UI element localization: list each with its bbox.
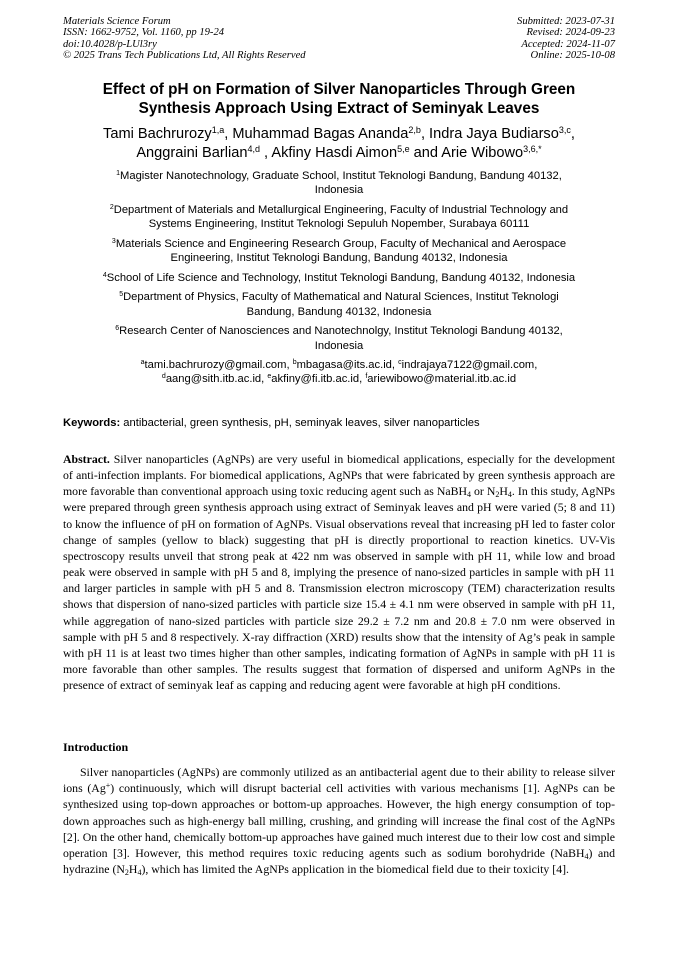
author-sep: , bbox=[420, 126, 430, 142]
email-line bbox=[63, 372, 615, 386]
author-sep: , bbox=[259, 145, 272, 161]
affiliation bbox=[63, 169, 615, 197]
email-address[interactable]: mbagasa@its.ac.id bbox=[296, 359, 392, 372]
affiliation bbox=[63, 290, 615, 318]
email-address[interactable]: akfiny@fi.itb.ac.id bbox=[271, 373, 360, 386]
author-name: Akfiny Hasdi Aimon bbox=[271, 145, 398, 161]
affiliation bbox=[63, 237, 615, 265]
email-list bbox=[63, 358, 615, 386]
affiliation-text: Magister Nanotechnology, Graduate School, Institut Teknologi Bandung, Bandung 40132, bbox=[120, 170, 562, 182]
affiliation-number: 5 bbox=[119, 291, 124, 299]
email-sup: a bbox=[140, 359, 145, 367]
email-address[interactable]: aang@sith.itb.ac.id bbox=[165, 373, 262, 386]
author-sep: and bbox=[409, 145, 442, 161]
email-sep: , bbox=[286, 359, 293, 372]
intro-paragraph: Silver nanoparticles (AgNPs) are commonly utilized as an antibacterial agent due to their ability to release silver ions (Ag+) continuously, which will disrupt bacterial cell activities with various mechanisms [1]. AgNPs can be synthesized using top-down approaches or bottom-up approaches. However, the high energy consumption of top-down approaches such as high-energy ball milling, crushing, and grinding will increase the final cost of the AgNPs [2]. On the other hand, chemically bottom-up approaches have gained much interest due to their low cost and simple operation [3]. However, this method requires toxic reducing agents such as sodium borohydride (NaBH$_4$) and hydrazine $(N_2H_4)$, which has limited the AgNPs application in the biomedical field due to their toxicity [4]. bbox=[63, 765, 615, 878]
email-sup: d bbox=[161, 373, 166, 381]
journal-info bbox=[63, 16, 306, 62]
section-heading: Introduction bbox=[63, 740, 129, 754]
email-sep: , bbox=[359, 373, 366, 386]
affiliation-text: Research Center of Nanosciences and Nanotechnolgy, Institut Teknologi Bandung 40132, bbox=[119, 325, 563, 338]
author-sup: 4,d bbox=[247, 144, 260, 154]
affiliations bbox=[63, 169, 615, 387]
author-name: Arie Wibowo bbox=[441, 145, 524, 161]
author-line bbox=[63, 144, 615, 163]
affiliation-text: Systems Engineering, Institut Teknologi Sepuluh Nopember, Surabaya 60111 bbox=[148, 218, 530, 231]
email-sup: e bbox=[267, 373, 272, 381]
email-sep: , bbox=[261, 373, 268, 386]
affiliation-text: Materials Science and Engineering Research Group, Faculty of Mechanical and Aerospace bbox=[115, 237, 567, 250]
email-sup: f bbox=[365, 373, 368, 381]
affiliation-text: Indonesia bbox=[314, 339, 364, 352]
email-address[interactable]: ariewibowo@material.itb.ac.id bbox=[367, 373, 517, 386]
affiliation-text: Engineering, Institut Teknologi Bandung, Bandung 40132, Indonesia bbox=[170, 252, 508, 265]
author-list bbox=[63, 125, 615, 163]
submission-dates bbox=[517, 16, 615, 62]
author-sup: 5,e bbox=[397, 144, 410, 154]
doi-line: doi:10.4028/p-LUl3ry bbox=[63, 38, 157, 50]
author bbox=[441, 145, 541, 161]
email-line bbox=[63, 358, 615, 372]
author bbox=[103, 126, 224, 142]
accepted-date: Accepted: 2024-11-07 bbox=[521, 38, 615, 50]
title-line: Synthesis Approach Using Extract of Seminyak Leaves bbox=[138, 99, 540, 117]
paper-title bbox=[63, 81, 615, 118]
keywords bbox=[63, 416, 615, 430]
author bbox=[232, 126, 421, 142]
author-sep: , bbox=[570, 126, 575, 142]
affiliation-number: 4 bbox=[102, 271, 107, 279]
submitted-date: Submitted: 2023-07-31 bbox=[517, 16, 615, 27]
title-line: Effect of pH on Formation of Silver Nanoparticles Through Green bbox=[102, 81, 576, 98]
author-line bbox=[63, 125, 615, 144]
affiliation-text: Bandung, Bandung 40132, Indonesia bbox=[246, 305, 432, 318]
keywords-text: antibacterial, green synthesis, pH, seminyak leaves, silver nanoparticles bbox=[120, 417, 480, 429]
abstract-label: Abstract. bbox=[63, 452, 110, 466]
abstract-text: Silver nanoparticles (AgNPs) are very useful in biomedical applications, especially for the development of anti-infection implants. For biomedical applications, AgNPs that were fabricated by green synthesis approach are more favorable than conventional approach using toxic reducing agent such as NaBH$_4$ or $N_2H_4$. In this study, AgNPs were prepared through green synthesis approach using extract of Seminyak leaves and pH were varied (5; 8 and 11) to know the influence of pH on formation of AgNPs. Visual observations reveal that increasing pH led to faster color change of samples (yellow to black) suggesting that pH is directly proportional to reaction kinetics. UV-Vis spectroscopy results unveil that strong peak at 422 nm was observed in sample with pH 11, while low and broad peak were observed in sample with pH 5 and 8, implying the presence of nano-sized particles in sample with pH 11 and larger particles in sample with pH 5 and 8. Transmission electron microscopy (TEM) characterization results shows that dispersion of nano-sized particles with particle size 15.4 ± 4.1 nm were observed in sample with pH 11, while aggregation of nano-sized particles with particle size 29.2 ± 7.2 nm and 20.8 ± 7.0 nm were observed in sample with pH 5 and 8 respectively. X-ray diffraction (XRD) results show that the intensity of Ag’s peak in sample with pH 11 is at least two times higher than other samples, indicating formation of AgNPs in sample with pH 11 is more favorable than other samples. The results suggest that formation of dispersed and uniform AgNPs in the presence of extract of seminyak leaf as capping and reducing agent were favorable at high pH conditions. bbox=[63, 452, 615, 693]
author-name: Indra Jaya Budiarso bbox=[429, 126, 559, 142]
author-sup: 2,b bbox=[408, 125, 421, 135]
affiliation-number: 3 bbox=[111, 237, 116, 245]
author-name: Anggraini Barlian bbox=[136, 145, 248, 161]
email-sep: , bbox=[391, 359, 399, 372]
affiliation-number: 2 bbox=[109, 203, 114, 211]
affiliation-text: Department of Materials and Metallurgical Engineering, Faculty of Industrial Technology and bbox=[113, 203, 569, 216]
author bbox=[271, 145, 409, 161]
copyright-line: © 2025 Trans Tech Publications Ltd, All Rights Reserved bbox=[63, 50, 306, 62]
email-sup: b bbox=[292, 359, 297, 367]
email-address[interactable]: tami.bachrurozy@gmail.com bbox=[144, 359, 287, 372]
affiliation-text: School of Life Science and Technology, Institut Teknologi Bandung, Bandung 40132, Indonesia bbox=[106, 271, 576, 284]
email-sep: , bbox=[534, 359, 538, 372]
author-sup: 1,a bbox=[211, 125, 225, 135]
affiliation-text: Department of Physics, Faculty of Mathematical and Natural Sciences, Institut Teknologi bbox=[123, 291, 559, 304]
abstract bbox=[63, 451, 615, 693]
journal-name: Materials Science Forum bbox=[63, 16, 171, 27]
author-name: Tami Bachrurozy bbox=[103, 126, 212, 142]
author-name: Muhammad Bagas Ananda bbox=[232, 126, 409, 142]
affiliation-number: 1 bbox=[116, 170, 121, 177]
issn-line: ISSN: 1662-9752, Vol. 1160, pp 19-24 bbox=[63, 27, 225, 39]
affiliation bbox=[63, 271, 615, 285]
author-sup: 3,6,* bbox=[523, 144, 542, 154]
revised-date: Revised: 2024-09-23 bbox=[526, 27, 615, 39]
email-address[interactable]: indrajaya7122@gmail.com bbox=[401, 359, 535, 372]
affiliation-number: 6 bbox=[115, 325, 120, 333]
author-sup: 3,c bbox=[558, 125, 571, 135]
author bbox=[429, 126, 571, 142]
author-sep: , bbox=[224, 126, 233, 142]
affiliation bbox=[63, 203, 615, 231]
online-date: Online: 2025-10-08 bbox=[530, 50, 615, 62]
author bbox=[136, 145, 260, 161]
affiliation bbox=[63, 324, 615, 352]
affiliation-text: Indonesia bbox=[314, 184, 364, 197]
keywords-label: Keywords: bbox=[63, 417, 121, 429]
email-sup: c bbox=[398, 359, 402, 367]
